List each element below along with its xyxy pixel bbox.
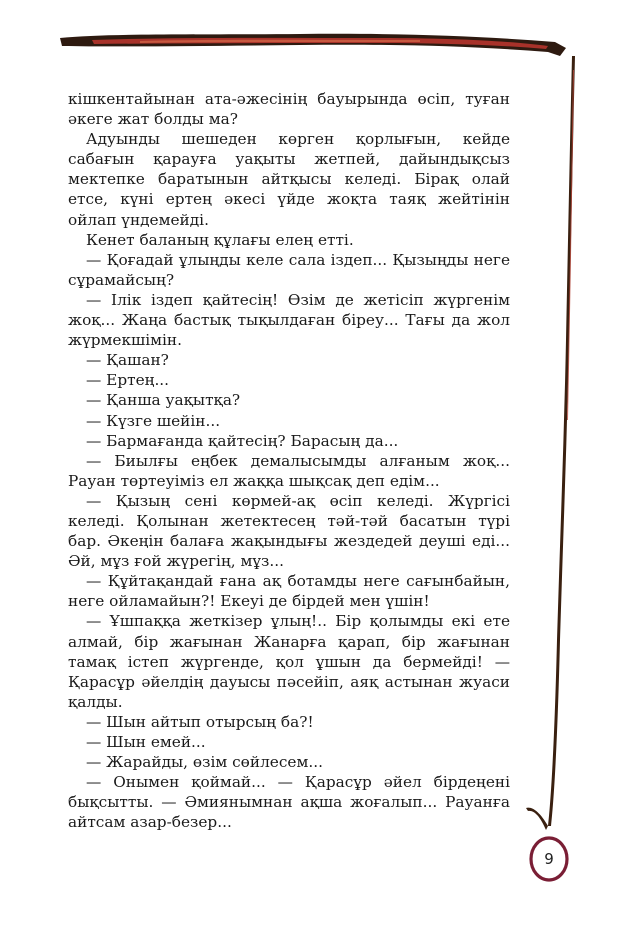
paragraph: — Шын айтып отырсың ба?! [86, 712, 314, 731]
paragraph: — Ұшпаққа жеткізер ұлың!.. Бір қолымды екі ете алмай, бір жағынан Жанарға қарап, бір жағынан тамақ істеп жүргенде, қол ұшын да бермейді! — Қарасұр әйелдің дауысы пәсейіп, аяқ астынан жуаси қалды. [68, 612, 510, 711]
paragraph: — Шын емей... [86, 733, 206, 751]
paragraph: — Онымен қоймай... — Қарасұр әйел бірдеңені бықсытты. — Әмиянымнан ақша жоғалып... Рауанға айтсам азар-безер... [68, 773, 510, 832]
right-stick [548, 56, 575, 826]
paragraph: Кенет баланың құлағы елең етті. [86, 230, 354, 249]
paragraph: — Қызың сені көрмей-ақ өсіп келеді. Жүргісі келеді. Қолынан жетектесең тәй-тәй басатын түрі бар. Әкеңін балаға жақындығы жездедей деуші еді... Әй, мұз ғой жүрегің, мұз... [68, 491, 510, 571]
paragraph: — Бармағанда қайтесің? Барасың да... [86, 431, 399, 450]
hook-tip [526, 808, 548, 830]
body-text [68, 89, 510, 832]
paragraph: кішкентайынан ата-әжесінің бауырында өсіп, туған әкеге жат болды ма? [68, 90, 510, 129]
paragraph: — Күзге шейін... [86, 411, 221, 430]
paragraph: Адуынды шешеден көрген қорлығын, кейде сабағын қарауға уақыты жетпей, дайындықсыз мектепке баратынын айтқысы келеді. Бірақ олай етсе, күні ертең әкесі үйде жоқта таяқ жейтінін ойлап үндемейді. [68, 130, 510, 229]
page-number: 9 [544, 850, 554, 868]
paragraph: — Биылғы еңбек демалысымды алғаным жоқ... Рауан төртеуіміз ел жаққа шықсақ деп едім... [68, 451, 510, 490]
paragraph: — Қанша уақытқа? [86, 391, 241, 410]
paragraph: — Қашан? [86, 351, 169, 370]
paragraph: — Ілік іздеп қайтесің! Өзім де жетісіп жүргенім жоқ... Жаңа бастық тықылдаған біреу... Тағы да жол жүрмекшімін. [68, 290, 510, 350]
paragraph: — Ертең... [86, 371, 170, 390]
paragraph: — Қоғадай ұлыңды келе сала іздеп... Қызыңды неге сұрамайсың? [68, 250, 510, 289]
paragraph: — Жарайды, өзім сөйлесем... [86, 753, 323, 772]
paragraph: — Құйтақандай ғана ақ ботамды неге сағынбайын, неге ойламайын?! Екеуі де бірдей мен үшін! [68, 572, 510, 611]
